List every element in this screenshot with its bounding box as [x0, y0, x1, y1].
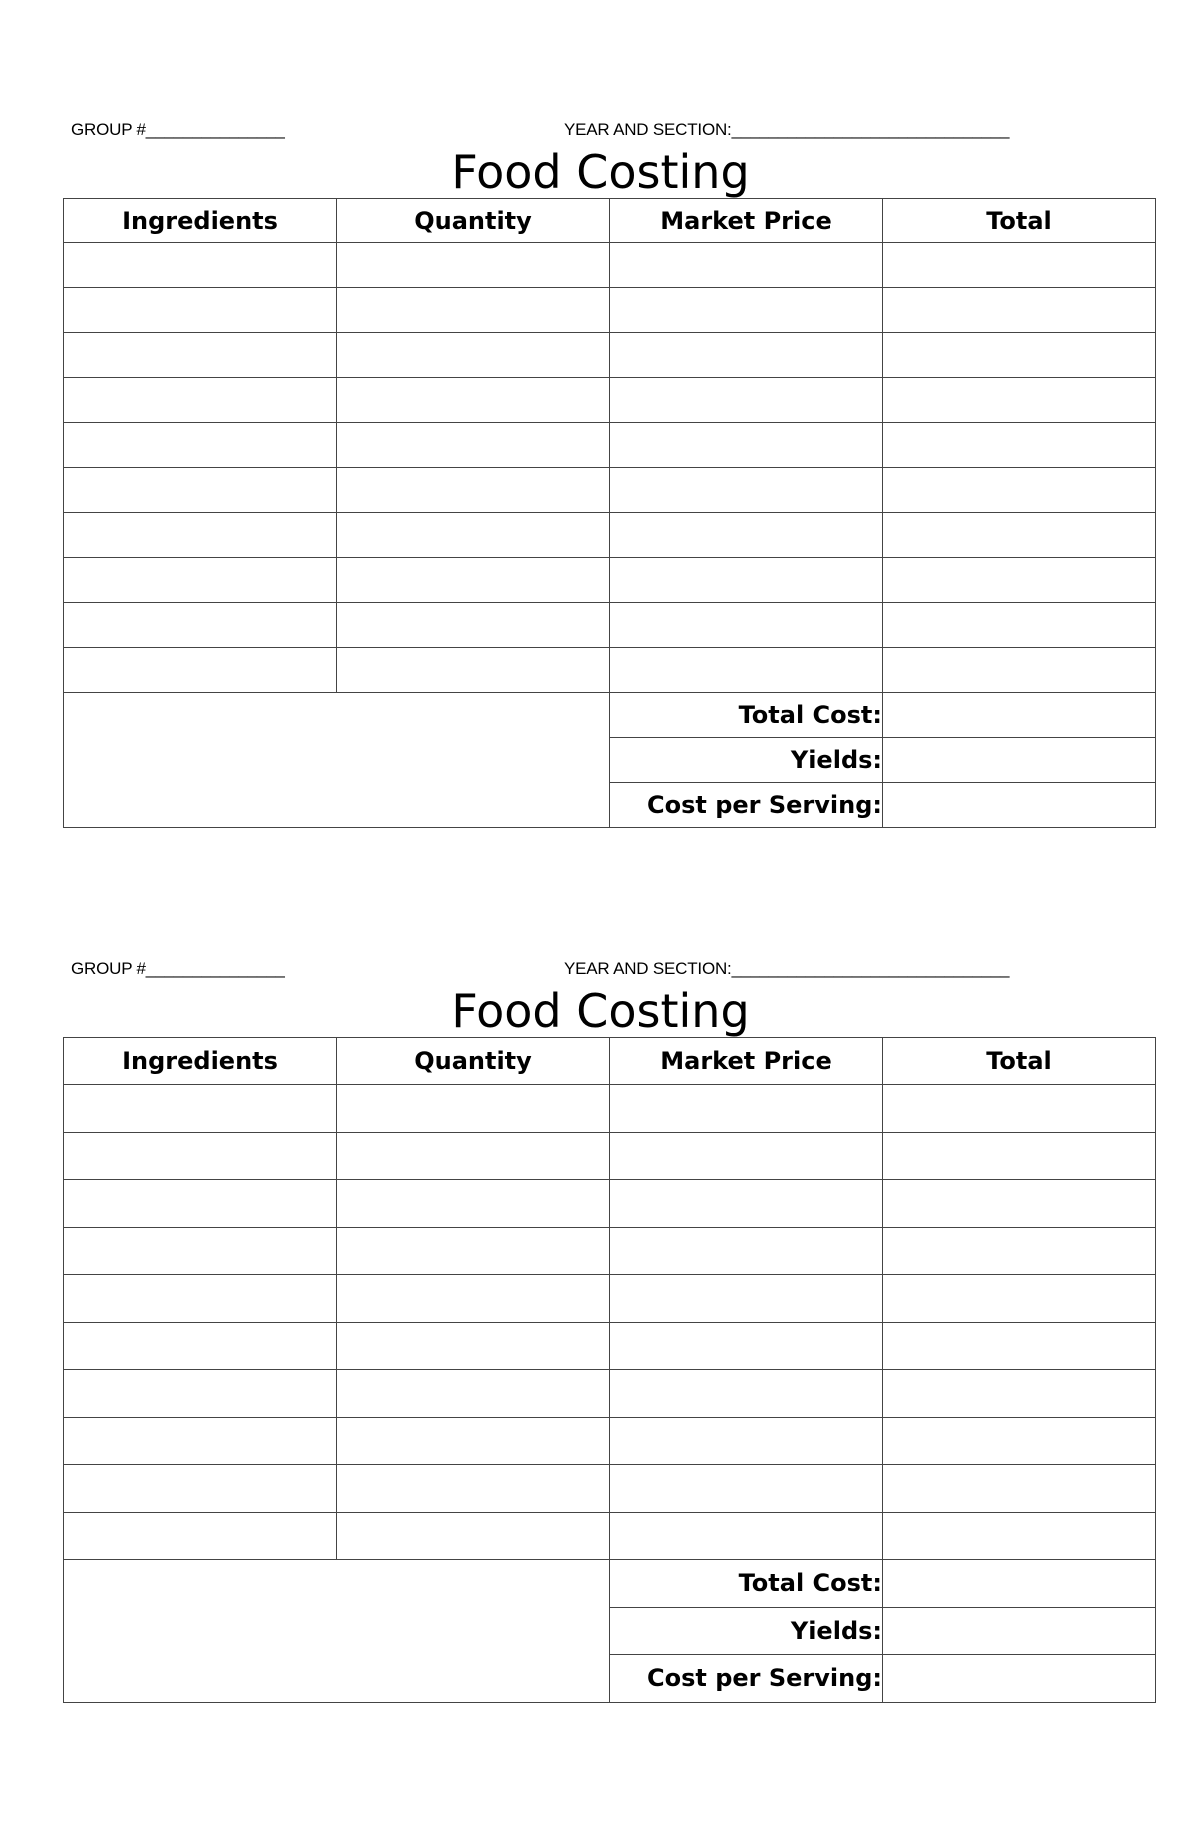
- total-cell[interactable]: [883, 378, 1156, 423]
- quantity-cell[interactable]: [337, 1085, 610, 1133]
- cost-per-serving-label: Cost per Serving:: [610, 783, 883, 828]
- food-costing-form: [63, 951, 1156, 1703]
- market-price-cell[interactable]: [610, 468, 883, 513]
- yields-label: Yields:: [610, 1607, 883, 1655]
- column-header-total: Total: [883, 1038, 1156, 1085]
- table-row: [64, 1370, 1156, 1418]
- table-row: [64, 1512, 1156, 1560]
- ingredient-cell[interactable]: [64, 423, 337, 468]
- column-header-quantity: Quantity: [337, 1038, 610, 1085]
- ingredient-cell[interactable]: [64, 1322, 337, 1370]
- ingredient-cell[interactable]: [64, 1275, 337, 1323]
- table-row: [64, 1465, 1156, 1513]
- table-row: [64, 1227, 1156, 1275]
- ingredient-cell[interactable]: [64, 1370, 337, 1418]
- quantity-cell[interactable]: [337, 1275, 610, 1323]
- table-row: [64, 513, 1156, 558]
- yields-label: Yields:: [610, 738, 883, 783]
- ingredient-cell[interactable]: [64, 513, 337, 558]
- ingredient-cell[interactable]: [64, 1417, 337, 1465]
- market-price-cell[interactable]: [610, 243, 883, 288]
- costing-table: [63, 1037, 1156, 1703]
- market-price-cell[interactable]: [610, 513, 883, 558]
- market-price-cell[interactable]: [610, 1085, 883, 1133]
- table-row: [64, 603, 1156, 648]
- form-header: [63, 112, 1156, 146]
- total-cell[interactable]: [883, 468, 1156, 513]
- total-cell[interactable]: [883, 1227, 1156, 1275]
- table-row: [64, 1180, 1156, 1228]
- table-row: [64, 333, 1156, 378]
- quantity-cell[interactable]: [337, 1370, 610, 1418]
- summary-row-total-cost: [64, 693, 1156, 738]
- ingredient-cell[interactable]: [64, 1512, 337, 1560]
- quantity-cell[interactable]: [337, 1180, 610, 1228]
- total-cell[interactable]: [883, 1417, 1156, 1465]
- header-row: [64, 1038, 1156, 1085]
- ingredient-cell[interactable]: [64, 333, 337, 378]
- ingredient-cell[interactable]: [64, 1465, 337, 1513]
- quantity-cell[interactable]: [337, 1417, 610, 1465]
- ingredient-cell[interactable]: [64, 1180, 337, 1228]
- total-cell[interactable]: [883, 648, 1156, 693]
- quantity-cell[interactable]: [337, 513, 610, 558]
- table-row: [64, 468, 1156, 513]
- column-header-ingredients: Ingredients: [64, 1038, 337, 1085]
- column-header-quantity: Quantity: [337, 199, 610, 243]
- quantity-cell[interactable]: [337, 243, 610, 288]
- market-price-cell[interactable]: [610, 1180, 883, 1228]
- column-header-market-price: Market Price: [610, 199, 883, 243]
- table-row: [64, 558, 1156, 603]
- form-title: Food Costing: [451, 145, 750, 199]
- costing-table: [63, 198, 1156, 828]
- market-price-cell[interactable]: [610, 423, 883, 468]
- ingredient-cell[interactable]: [64, 1132, 337, 1180]
- yields-value[interactable]: [883, 738, 1156, 783]
- group-number-field: GROUP #_______________: [71, 120, 285, 139]
- total-cell[interactable]: [883, 288, 1156, 333]
- notes-area: [64, 693, 610, 828]
- market-price-cell[interactable]: [610, 603, 883, 648]
- ingredient-cell[interactable]: [64, 378, 337, 423]
- market-price-cell[interactable]: [610, 1132, 883, 1180]
- market-price-cell[interactable]: [610, 333, 883, 378]
- table-row: [64, 648, 1156, 693]
- table-row: [64, 243, 1156, 288]
- ingredient-cell[interactable]: [64, 603, 337, 648]
- column-header-ingredients: Ingredients: [64, 199, 337, 243]
- table-row: [64, 1275, 1156, 1323]
- total-cell[interactable]: [883, 513, 1156, 558]
- total-cell[interactable]: [883, 1322, 1156, 1370]
- table-row: [64, 423, 1156, 468]
- quantity-cell[interactable]: [337, 1132, 610, 1180]
- total-cost-label: Total Cost:: [610, 693, 883, 738]
- ingredient-cell[interactable]: [64, 243, 337, 288]
- market-price-cell[interactable]: [610, 1417, 883, 1465]
- form-header: [63, 951, 1156, 985]
- form-title: Food Costing: [451, 984, 750, 1038]
- column-header-total: Total: [883, 199, 1156, 243]
- total-cost-value[interactable]: [883, 1560, 1156, 1608]
- market-price-cell[interactable]: [610, 378, 883, 423]
- market-price-cell[interactable]: [610, 1227, 883, 1275]
- market-price-cell[interactable]: [610, 1322, 883, 1370]
- quantity-cell[interactable]: [337, 1512, 610, 1560]
- quantity-cell[interactable]: [337, 1465, 610, 1513]
- year-section-field: YEAR AND SECTION:______________________________: [564, 959, 1010, 978]
- ingredient-cell[interactable]: [64, 1227, 337, 1275]
- total-cell[interactable]: [883, 1465, 1156, 1513]
- year-section-field: YEAR AND SECTION:______________________________: [564, 120, 1010, 139]
- quantity-cell[interactable]: [337, 648, 610, 693]
- total-cell[interactable]: [883, 243, 1156, 288]
- table-row: [64, 1085, 1156, 1133]
- quantity-cell[interactable]: [337, 603, 610, 648]
- table-row: [64, 1417, 1156, 1465]
- total-cell[interactable]: [883, 558, 1156, 603]
- total-cell[interactable]: [883, 1085, 1156, 1133]
- quantity-cell[interactable]: [337, 378, 610, 423]
- quantity-cell[interactable]: [337, 1322, 610, 1370]
- market-price-cell[interactable]: [610, 648, 883, 693]
- total-cost-label: Total Cost:: [610, 1560, 883, 1608]
- cost-per-serving-value[interactable]: [883, 783, 1156, 828]
- summary-row-total-cost: [64, 1560, 1156, 1608]
- market-price-cell[interactable]: [610, 1275, 883, 1323]
- cost-per-serving-value[interactable]: [883, 1655, 1156, 1703]
- food-costing-form: [63, 112, 1156, 828]
- table-row: [64, 378, 1156, 423]
- group-number-field: GROUP #_______________: [71, 959, 285, 978]
- quantity-cell[interactable]: [337, 1227, 610, 1275]
- quantity-cell[interactable]: [337, 333, 610, 378]
- total-cost-value[interactable]: [883, 693, 1156, 738]
- market-price-cell[interactable]: [610, 1465, 883, 1513]
- market-price-cell[interactable]: [610, 1370, 883, 1418]
- ingredient-cell[interactable]: [64, 1085, 337, 1133]
- total-cell[interactable]: [883, 333, 1156, 378]
- market-price-cell[interactable]: [610, 288, 883, 333]
- total-cell[interactable]: [883, 423, 1156, 468]
- table-row: [64, 1322, 1156, 1370]
- yields-value[interactable]: [883, 1607, 1156, 1655]
- total-cell[interactable]: [883, 1132, 1156, 1180]
- market-price-cell[interactable]: [610, 1512, 883, 1560]
- total-cell[interactable]: [883, 603, 1156, 648]
- table-row: [64, 288, 1156, 333]
- quantity-cell[interactable]: [337, 288, 610, 333]
- total-cell[interactable]: [883, 1512, 1156, 1560]
- total-cell[interactable]: [883, 1180, 1156, 1228]
- column-header-market-price: Market Price: [610, 1038, 883, 1085]
- market-price-cell[interactable]: [610, 558, 883, 603]
- quantity-cell[interactable]: [337, 558, 610, 603]
- ingredient-cell[interactable]: [64, 288, 337, 333]
- total-cell[interactable]: [883, 1275, 1156, 1323]
- quantity-cell[interactable]: [337, 423, 610, 468]
- cost-per-serving-label: Cost per Serving:: [610, 1655, 883, 1703]
- notes-area: [64, 1560, 610, 1703]
- ingredient-cell[interactable]: [64, 558, 337, 603]
- ingredient-cell[interactable]: [64, 648, 337, 693]
- header-row: [64, 199, 1156, 243]
- ingredient-cell[interactable]: [64, 468, 337, 513]
- total-cell[interactable]: [883, 1370, 1156, 1418]
- quantity-cell[interactable]: [337, 468, 610, 513]
- table-row: [64, 1132, 1156, 1180]
